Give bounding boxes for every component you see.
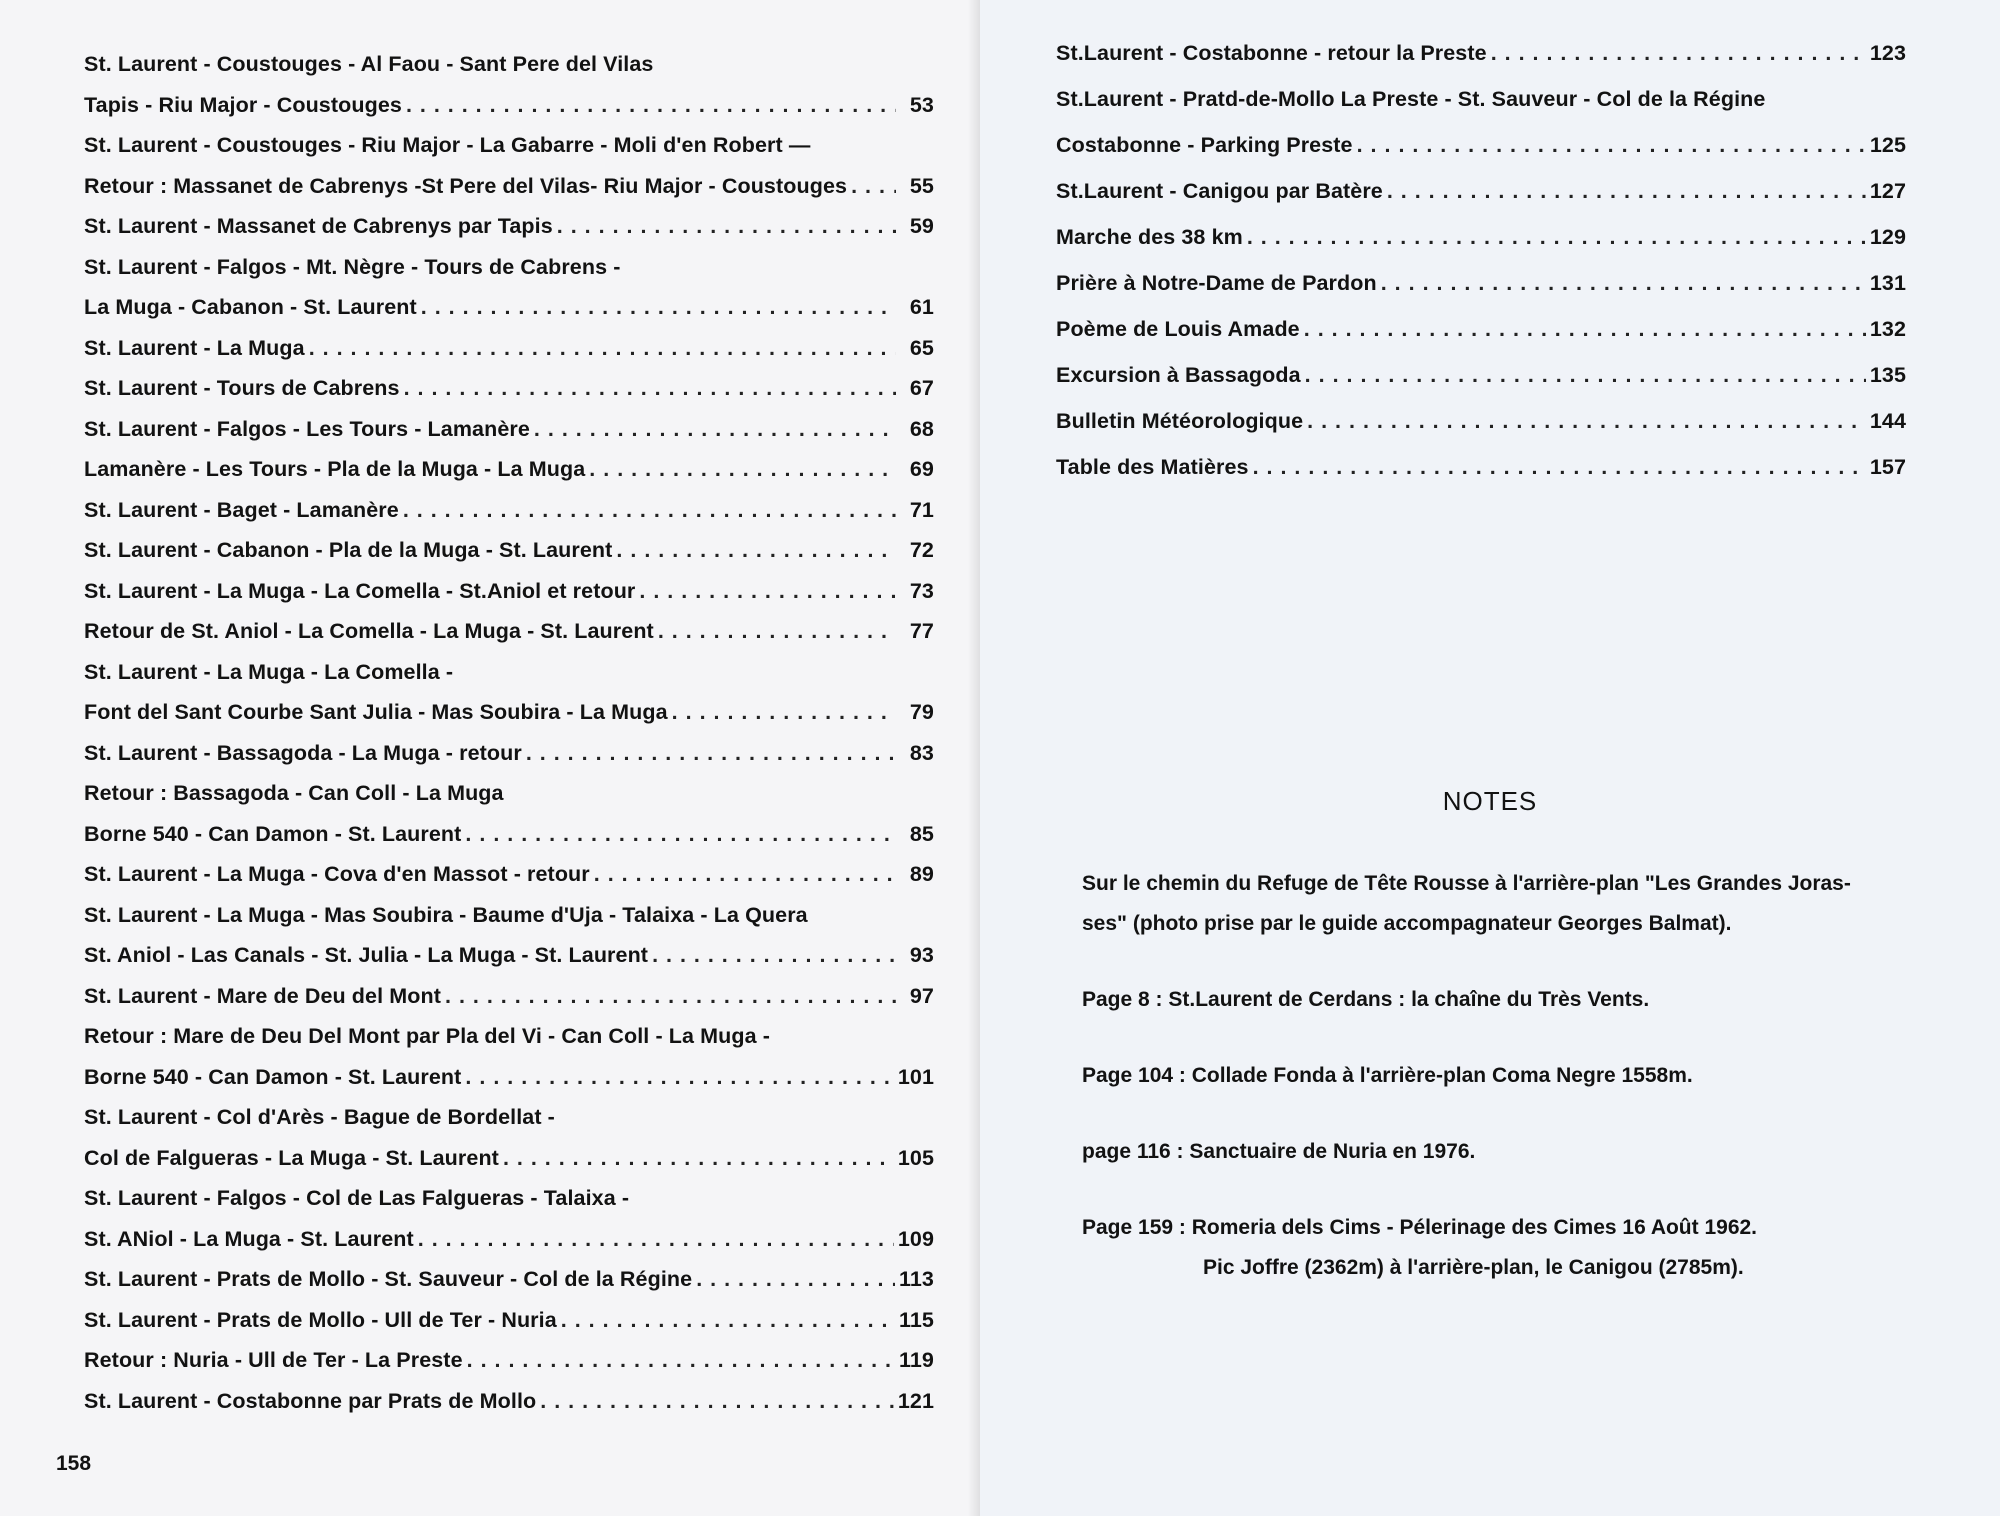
toc-entry xyxy=(1056,76,1906,168)
toc-entry xyxy=(1056,306,1906,352)
toc-entry-title: St. Laurent - La Muga xyxy=(84,335,305,360)
dot-leader xyxy=(561,1300,895,1341)
toc-page-number: 101 xyxy=(897,1064,934,1089)
toc-entry xyxy=(84,44,934,125)
toc-entry-title: Bulletin Météorologique xyxy=(1056,409,1304,433)
toc-entry-title: St. Laurent - La Muga - La Comella - xyxy=(84,659,454,684)
toc-entry xyxy=(84,1097,934,1178)
toc-entry-title: St.Laurent - Canigou par Batère xyxy=(1056,179,1383,203)
toc-entry xyxy=(1056,214,1906,260)
toc-page-number: 65 xyxy=(909,335,934,360)
toc-entry-line xyxy=(84,449,934,490)
table-of-contents-right xyxy=(1056,30,1906,490)
right-page xyxy=(980,0,2000,1516)
toc-entry xyxy=(84,1340,934,1381)
dot-leader xyxy=(540,1381,894,1422)
toc-entry-title: Borne 540 - Can Damon - St. Laurent xyxy=(84,1064,462,1089)
toc-entry-title: St. ANiol - La Muga - St. Laurent xyxy=(84,1226,414,1251)
dot-leader xyxy=(652,935,896,976)
toc-entry-title: La Muga - Cabanon - St. Laurent xyxy=(84,295,417,319)
dot-leader xyxy=(658,611,896,652)
notes-list xyxy=(1082,864,1942,1324)
toc-entry-line xyxy=(84,287,934,328)
toc-entry-title: St. Laurent - Tours de Cabrens xyxy=(84,376,400,400)
toc-entry-title: Table des Matières xyxy=(1056,455,1249,479)
toc-page-number: 68 xyxy=(909,416,934,441)
toc-entry-line xyxy=(84,328,934,369)
dot-leader xyxy=(526,733,896,774)
toc-page-number: 72 xyxy=(909,538,934,562)
toc-entry xyxy=(84,1300,934,1341)
toc-entry-title: St. Laurent - Coustouges - Al Faou - Sant Pere del Vilas xyxy=(84,52,654,76)
toc-page-number: 121 xyxy=(897,1388,934,1413)
toc-page-number: 119 xyxy=(899,1348,934,1372)
toc-entry-line xyxy=(84,692,934,733)
toc-page-number: 144 xyxy=(1869,409,1906,433)
toc-entry-line xyxy=(84,166,934,207)
toc-entry-line xyxy=(1056,260,1906,306)
toc-entry-title: Costabonne - Parking Preste xyxy=(1056,133,1353,157)
toc-entry-title: St. Laurent - Prats de Mollo - Ull de Ter - Nuria xyxy=(84,1307,557,1332)
toc-page-number: 53 xyxy=(909,92,934,117)
toc-entry xyxy=(84,368,934,409)
toc-entry-line xyxy=(84,976,934,1017)
toc-entry-line xyxy=(84,611,934,652)
toc-entry-line xyxy=(1056,444,1906,490)
toc-entry xyxy=(1056,444,1906,490)
toc-entry xyxy=(1056,398,1906,444)
toc-entry xyxy=(84,490,934,531)
toc-entry-line xyxy=(84,530,934,571)
toc-entry-line xyxy=(1056,30,1906,76)
toc-entry-line xyxy=(84,125,934,166)
toc-entry-line xyxy=(84,854,934,895)
toc-entry-line xyxy=(1056,168,1906,214)
toc-entry xyxy=(1056,168,1906,214)
toc-entry xyxy=(84,571,934,612)
toc-entry-title: St. Laurent - La Muga - La Comella - St.Aniol et retour xyxy=(84,578,636,603)
toc-entry-line xyxy=(84,1300,934,1341)
toc-page-number: 85 xyxy=(909,821,934,846)
note-item xyxy=(1082,1056,1942,1096)
toc-entry-title: St. Laurent - Prats de Mollo - St. Sauveur - Col de la Régine xyxy=(84,1267,693,1291)
note-item xyxy=(1082,980,1942,1020)
toc-page-number: 93 xyxy=(909,943,934,967)
toc-entry-line xyxy=(84,733,934,774)
toc-entry-title: Poème de Louis Amade xyxy=(1056,317,1300,341)
toc-entry-line xyxy=(84,409,934,450)
toc-entry-line xyxy=(84,773,934,814)
page-number: 158 xyxy=(56,1452,92,1475)
dot-leader xyxy=(851,166,896,207)
dot-leader xyxy=(309,328,896,369)
toc-entry-title: Tapis - Riu Major - Coustouges xyxy=(84,92,402,117)
toc-entry-line xyxy=(84,1259,934,1300)
toc-page-number: 157 xyxy=(1869,455,1906,479)
toc-entry-title: St. Laurent - Falgos - Mt. Nègre - Tours de Cabrens - xyxy=(84,254,621,279)
toc-entry-title: St. Laurent - Baget - Lamanère xyxy=(84,497,399,522)
toc-page-number: 129 xyxy=(1869,225,1906,249)
toc-page-number: 67 xyxy=(909,376,934,400)
dot-leader xyxy=(1247,214,1866,260)
dot-leader xyxy=(534,409,896,450)
toc-page-number: 79 xyxy=(909,700,934,724)
toc-entry-title: Lamanère - Les Tours - Pla de la Muga - La Muga xyxy=(84,457,586,481)
toc-entry xyxy=(84,1259,934,1300)
toc-entry-title: Retour : Mare de Deu Del Mont par Pla del Vi - Can Coll - La Muga - xyxy=(84,1024,771,1048)
toc-page-number: 132 xyxy=(1869,317,1906,341)
toc-entry xyxy=(84,530,934,571)
toc-entry-line xyxy=(84,1178,934,1219)
note-line: page 116 : Sanctuaire de Nuria en 1976. xyxy=(1082,1140,1476,1163)
note-line: Pic Joffre (2362m) à l'arrière-plan, le Canigou (2785m). xyxy=(1203,1256,1744,1279)
note-line: Sur le chemin du Refuge de Tête Rousse à l'arrière-plan "Les Grandes Joras- xyxy=(1082,872,1851,895)
toc-entry-line xyxy=(84,1138,934,1179)
toc-entry-title: St. Laurent - La Muga - Cova d'en Massot - retour xyxy=(84,862,590,886)
toc-entry xyxy=(84,125,934,206)
dot-leader xyxy=(467,1340,895,1381)
note-line: Page 104 : Collade Fonda à l'arrière-plan Coma Negre 1558m. xyxy=(1082,1064,1693,1087)
toc-entry-line xyxy=(84,206,934,247)
toc-page-number: 55 xyxy=(909,173,934,198)
dot-leader xyxy=(418,1219,894,1260)
dot-leader xyxy=(445,976,896,1017)
dot-leader xyxy=(503,1138,894,1179)
note-line: Page 8 : St.Laurent de Cerdans : la chaîne du Très Vents. xyxy=(1082,988,1650,1011)
toc-entry-line xyxy=(84,895,934,936)
dot-leader xyxy=(1491,30,1866,76)
dot-leader xyxy=(594,854,896,895)
toc-page-number: 135 xyxy=(1869,363,1906,387)
toc-page-number: 115 xyxy=(899,1307,934,1332)
dot-leader xyxy=(1387,168,1866,214)
toc-page-number: 61 xyxy=(909,295,934,319)
toc-page-number: 125 xyxy=(1869,133,1906,157)
toc-entry xyxy=(84,328,934,369)
toc-entry-title: Marche des 38 km xyxy=(1056,225,1243,249)
toc-entry-line xyxy=(84,652,934,693)
toc-entry-line xyxy=(84,85,934,126)
toc-entry-title: St. Laurent - Falgos - Les Tours - Lamanère xyxy=(84,416,530,441)
toc-entry-title: St. Laurent - Bassagoda - La Muga - retour xyxy=(84,740,522,765)
toc-entry-title: St.Laurent - Pratd-de-Mollo La Preste - St. Sauveur - Col de la Régine xyxy=(1056,87,1766,111)
toc-page-number: 73 xyxy=(909,578,934,603)
toc-page-number: 131 xyxy=(1869,271,1906,295)
toc-entry-title: Retour : Massanet de Cabrenys -St Pere del Vilas- Riu Major - Coustouges xyxy=(84,173,848,198)
note-item xyxy=(1082,1132,1942,1172)
toc-page-number: 123 xyxy=(1869,41,1906,65)
toc-page-number: 77 xyxy=(909,619,934,643)
toc-entry-title: Prière à Notre-Dame de Pardon xyxy=(1056,271,1377,295)
toc-entry-title: St. Laurent - Col d'Arès - Bague de Bordellat - xyxy=(84,1105,555,1129)
toc-entry-title: Retour de St. Aniol - La Comella - La Muga - St. Laurent xyxy=(84,619,654,643)
toc-entry xyxy=(84,449,934,490)
toc-entry xyxy=(1056,30,1906,76)
toc-entry-title: Borne 540 - Can Damon - St. Laurent xyxy=(84,821,462,846)
toc-entry xyxy=(84,733,934,774)
toc-entry-line xyxy=(84,1097,934,1138)
note-item xyxy=(1082,1208,1942,1288)
toc-entry-line xyxy=(1056,306,1906,352)
dot-leader xyxy=(616,530,896,571)
toc-entry xyxy=(84,976,934,1017)
dot-leader xyxy=(1304,306,1866,352)
toc-entry-line xyxy=(1056,214,1906,260)
toc-entry-line xyxy=(84,1016,934,1057)
toc-entry xyxy=(84,773,934,854)
toc-entry-title: St. Laurent - Coustouges - Riu Major - La Gabarre - Moli d'en Robert — xyxy=(84,133,811,157)
toc-entry-line xyxy=(84,368,934,409)
toc-page-number: 109 xyxy=(897,1226,934,1251)
toc-entry xyxy=(84,247,934,328)
toc-entry-line xyxy=(84,1219,934,1260)
toc-entry xyxy=(1056,352,1906,398)
toc-page-number: 71 xyxy=(909,497,934,522)
toc-entry-line xyxy=(1056,76,1906,122)
dot-leader xyxy=(1253,444,1866,490)
toc-entry-title: Excursion à Bassagoda xyxy=(1056,363,1301,387)
toc-page-number: 127 xyxy=(1869,179,1906,203)
toc-entry-line xyxy=(1056,352,1906,398)
toc-entry-title: Col de Falgueras - La Muga - St. Laurent xyxy=(84,1145,499,1170)
toc-entry-title: St. Laurent - Massanet de Cabrenys par Tapis xyxy=(84,214,553,238)
note-item xyxy=(1082,864,1942,944)
toc-entry xyxy=(84,206,934,247)
dot-leader xyxy=(672,692,896,733)
dot-leader xyxy=(421,287,896,328)
toc-page-number: 89 xyxy=(909,862,934,886)
toc-page-number: 83 xyxy=(909,740,934,765)
dot-leader xyxy=(1307,398,1866,444)
note-line: Page 159 : Romeria dels Cims - Pélerinage des Cimes 16 Août 1962. xyxy=(1082,1216,1758,1239)
toc-entry xyxy=(84,611,934,652)
dot-leader xyxy=(696,1259,895,1300)
toc-entry-line xyxy=(84,571,934,612)
toc-entry-line xyxy=(1056,398,1906,444)
toc-entry-line xyxy=(84,490,934,531)
toc-entry-title: St. Laurent - Cabanon - Pla de la Muga - St. Laurent xyxy=(84,538,613,562)
toc-entry-line xyxy=(84,1381,934,1422)
table-of-contents-left xyxy=(84,44,934,1421)
toc-entry xyxy=(84,1016,934,1097)
dot-leader xyxy=(1381,260,1866,306)
toc-page-number: 69 xyxy=(909,457,934,481)
toc-page-number: 105 xyxy=(897,1145,934,1170)
toc-entry-title: St. Laurent - Costabonne par Prats de Mollo xyxy=(84,1388,537,1413)
toc-entry-line xyxy=(84,1057,934,1098)
toc-entry xyxy=(84,652,934,733)
dot-leader xyxy=(465,1057,893,1098)
toc-entry xyxy=(1056,260,1906,306)
notes-heading: NOTES xyxy=(1442,786,1538,816)
toc-entry-line xyxy=(1056,122,1906,168)
toc-entry xyxy=(84,1178,934,1259)
toc-page-number: 97 xyxy=(909,983,934,1008)
toc-page-number: 113 xyxy=(899,1267,934,1291)
toc-entry xyxy=(84,409,934,450)
toc-entry-title: Retour : Nuria - Ull de Ter - La Preste xyxy=(84,1348,463,1372)
toc-entry-title: St. Laurent - La Muga - Mas Soubira - Baume d'Uja - Talaixa - La Quera xyxy=(84,902,808,927)
toc-entry-line xyxy=(84,44,934,85)
toc-entry xyxy=(84,1381,934,1422)
left-page xyxy=(0,0,980,1516)
toc-entry-title: St. Aniol - Las Canals - St. Julia - La Muga - St. Laurent xyxy=(84,943,649,967)
dot-leader xyxy=(403,490,896,531)
dot-leader xyxy=(1305,352,1866,398)
toc-entry-line xyxy=(84,247,934,288)
dot-leader xyxy=(465,814,896,855)
toc-entry xyxy=(84,895,934,976)
note-line: ses" (photo prise par le guide accompagnateur Georges Balmat). xyxy=(1082,912,1732,935)
toc-entry-title: St. Laurent - Falgos - Col de Las Falgueras - Talaixa - xyxy=(84,1186,630,1210)
toc-entry-title: Retour : Bassagoda - Can Coll - La Muga xyxy=(84,781,504,805)
dot-leader xyxy=(1357,122,1866,168)
dot-leader xyxy=(406,85,896,126)
toc-entry-title: St. Laurent - Mare de Deu del Mont xyxy=(84,983,441,1008)
toc-entry-line xyxy=(84,935,934,976)
toc-entry-line xyxy=(84,1340,934,1381)
dot-leader xyxy=(404,368,896,409)
toc-entry-line xyxy=(84,814,934,855)
dot-leader xyxy=(557,206,896,247)
dot-leader xyxy=(639,571,896,612)
toc-entry-title: St.Laurent - Costabonne - retour la Preste xyxy=(1056,41,1487,65)
toc-entry-title: Font del Sant Courbe Sant Julia - Mas Soubira - La Muga xyxy=(84,700,668,724)
dot-leader xyxy=(589,449,896,490)
toc-page-number: 59 xyxy=(909,214,934,238)
toc-entry xyxy=(84,854,934,895)
